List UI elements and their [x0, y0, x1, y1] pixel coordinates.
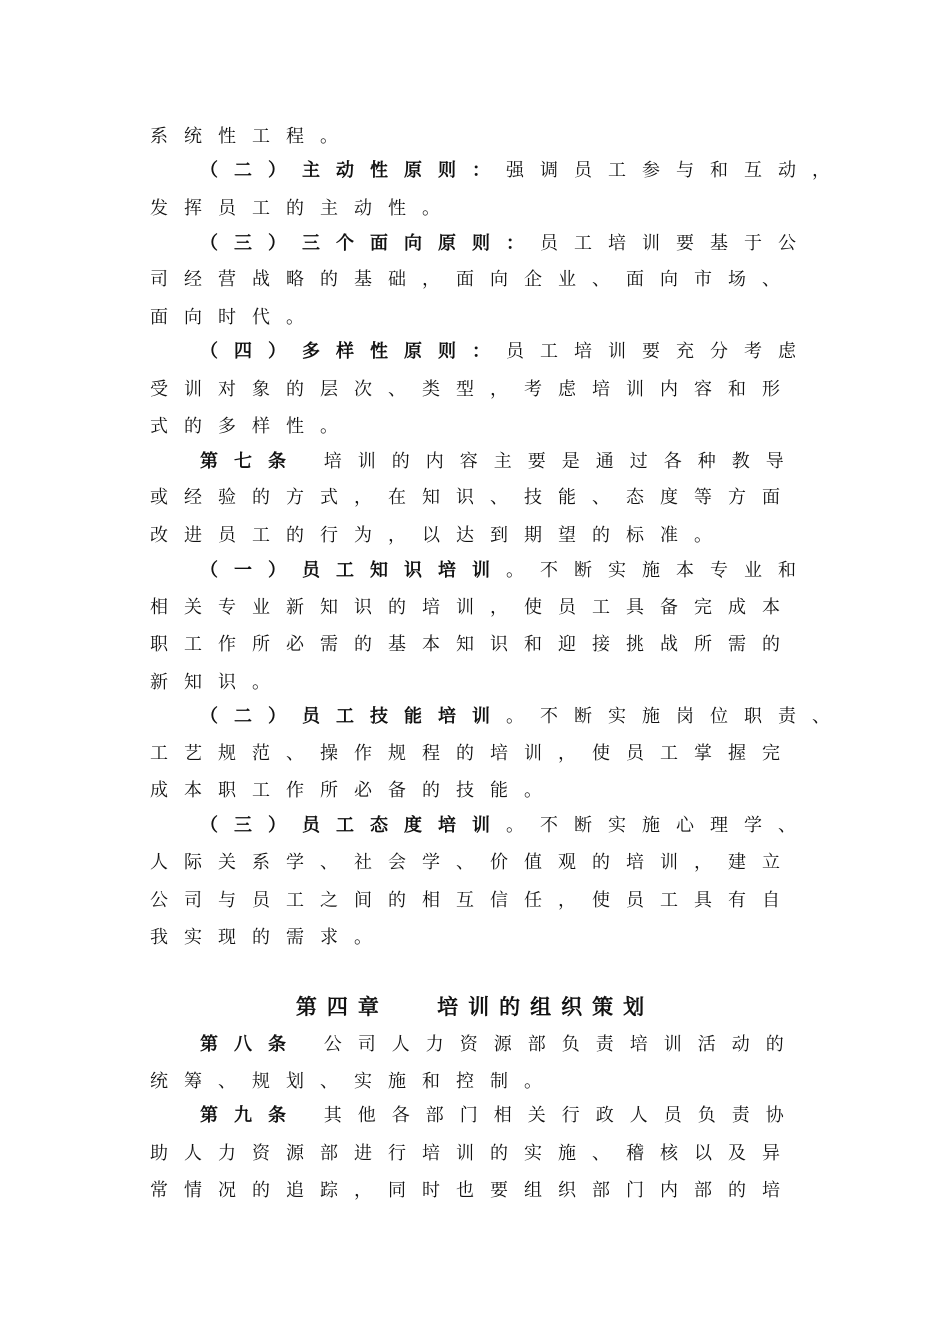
section-heading: （二）员工技能培训: [200, 706, 506, 727]
text-line: （三）三个面向原则：员工培训要基于公: [200, 233, 812, 254]
text-line: 相关专业新知识的培训，使员工具备完成本: [150, 597, 796, 618]
text-line: 式的多样性。: [150, 416, 354, 437]
text-line: 或经验的方式，在知识、技能、态度等方面: [150, 487, 796, 508]
section-heading: （三）员工态度培训: [200, 815, 506, 836]
text-line: 我实现的需求。: [150, 927, 388, 948]
text-line: （二）员工技能培训。不断实施岗位职责、: [200, 706, 846, 727]
text-line: （三）员工态度培训。不断实施心理学、: [200, 815, 812, 836]
text-line: 第八条 公司人力资源部负责培训活动的: [200, 1034, 800, 1055]
article-label: 第七条: [200, 451, 302, 472]
principle-heading: （二）主动性原则：: [200, 160, 506, 181]
text-line: 第九条 其他各部门相关行政人员负责协: [200, 1105, 800, 1126]
section-heading: （一）员工知识培训: [200, 560, 506, 581]
text-line: 司经营战略的基础，面向企业、面向市场、: [150, 269, 796, 290]
text-line: 公司与员工之间的相互信任，使员工具有自: [150, 890, 796, 911]
article-label: 第九条: [200, 1105, 302, 1126]
chapter-heading: 第四章 培训的组织策划: [295, 994, 655, 1019]
text-line: 发挥员工的主动性。: [150, 198, 456, 219]
text-line: 常情况的追踪，同时也要组织部门内部的培: [150, 1180, 796, 1201]
article-label: 第八条: [200, 1034, 302, 1055]
text-line: 第七条 培训的内容主要是通过各种教导: [200, 451, 800, 472]
principle-heading: （三）三个面向原则：: [200, 233, 540, 254]
text-line: 统筹、规划、实施和控制。: [150, 1071, 558, 1092]
text-line: 受训对象的层次、类型，考虑培训内容和形: [150, 379, 796, 400]
text-line: 面向时代。: [150, 307, 320, 328]
text-line: 成本职工作所必备的技能。: [150, 780, 558, 801]
text-line: 工艺规范、操作规程的培训，使员工掌握完: [150, 743, 796, 764]
text-line: 新知识。: [150, 672, 286, 693]
text-line: 助人力资源部进行培训的实施、稽核以及异: [150, 1143, 796, 1164]
text-line: 人际关系学、社会学、价值观的培训，建立: [150, 852, 796, 873]
text-line: 系统性工程。: [150, 126, 354, 147]
text-line: （二）主动性原则：强调员工参与和互动，: [200, 160, 846, 181]
text-line: （四）多样性原则：员工培训要充分考虑: [200, 341, 812, 362]
text-line: （一）员工知识培训。不断实施本专业和: [200, 560, 812, 581]
principle-heading: （四）多样性原则：: [200, 341, 506, 362]
text-line: 改进员工的行为，以达到期望的标准。: [150, 525, 728, 546]
text-line: 职工作所必需的基本知识和迎接挑战所需的: [150, 634, 796, 655]
